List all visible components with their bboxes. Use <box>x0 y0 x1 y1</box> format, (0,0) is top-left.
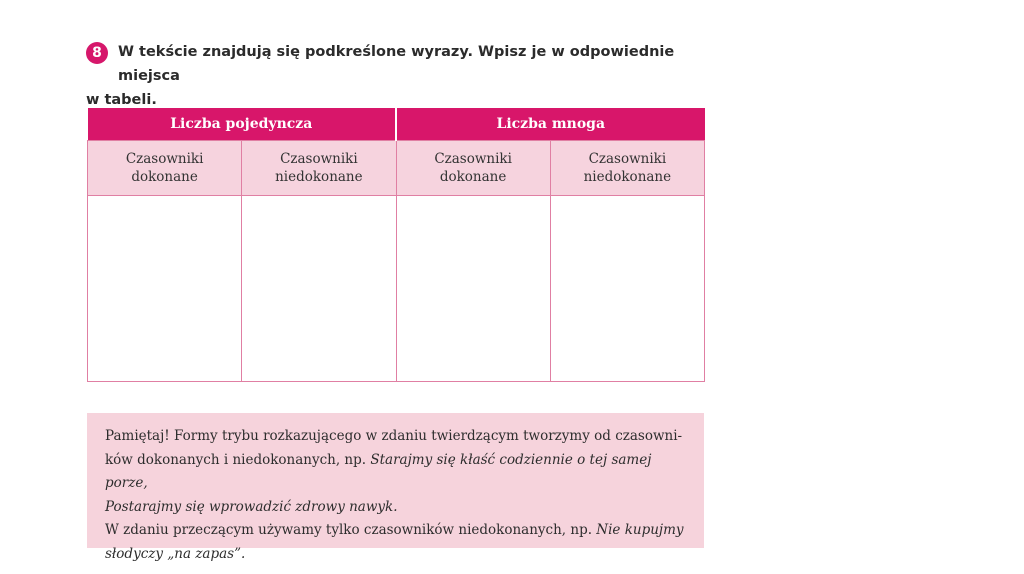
subheader-word: Czasowniki <box>280 151 358 167</box>
exercise-instruction <box>86 40 716 112</box>
note-example: Postarajmy się wprowadzić zdrowy nawyk. <box>105 498 398 515</box>
subheader-plural-perfective <box>396 141 550 196</box>
note-example: Starajmy się kłaść codziennie o tej samej porze, <box>105 451 652 491</box>
note-text: Pamiętaj! Formy trybu rozkazującego w zdaniu twierdzącym tworzymy od czasowni- <box>105 428 683 444</box>
verb-table <box>87 108 705 382</box>
exercise-number-badge: 8 <box>86 42 108 64</box>
answer-cell-plural-imperfective[interactable] <box>550 196 704 382</box>
subheader-word: Czasowniki <box>588 151 667 167</box>
subheader-word: Czasowniki <box>434 151 512 167</box>
note-paragraph-1 <box>105 425 686 519</box>
note-example: słodyczy „na zapas”. <box>105 545 246 562</box>
note-text: W zdaniu przeczącym używamy tylko czasowników niedokonanych, np. <box>105 522 597 538</box>
subheader-word: Czasowniki <box>125 151 204 167</box>
subheader-singular-imperfective <box>242 141 396 196</box>
group-header-singular: Liczba pojedyncza <box>88 108 397 141</box>
subheader-word: dokonane <box>439 169 507 185</box>
group-header-plural: Liczba mnoga <box>396 108 705 141</box>
instruction-line-2: w tabeli. <box>86 92 157 108</box>
answer-cell-singular-perfective[interactable] <box>88 196 242 382</box>
subheader-plural-imperfective <box>550 141 704 196</box>
exercise-header <box>86 40 716 112</box>
answer-cell-plural-perfective[interactable] <box>396 196 550 382</box>
subheader-word: dokonane <box>131 169 198 185</box>
note-paragraph-2 <box>105 519 686 566</box>
instruction-line-1: W tekście znajdują się podkreślone wyrazy. Wpisz je w odpowiednie miejsca <box>118 44 675 84</box>
subheader-word: niedokonane <box>583 169 672 185</box>
subheader-singular-perfective <box>88 141 242 196</box>
grammar-note <box>87 413 704 562</box>
answer-cell-singular-imperfective[interactable] <box>242 196 396 382</box>
subheader-word: niedokonane <box>275 169 363 185</box>
note-text: ków dokonanych i niedokonanych, np. <box>105 451 371 468</box>
note-example: Nie kupujmy <box>596 522 684 538</box>
